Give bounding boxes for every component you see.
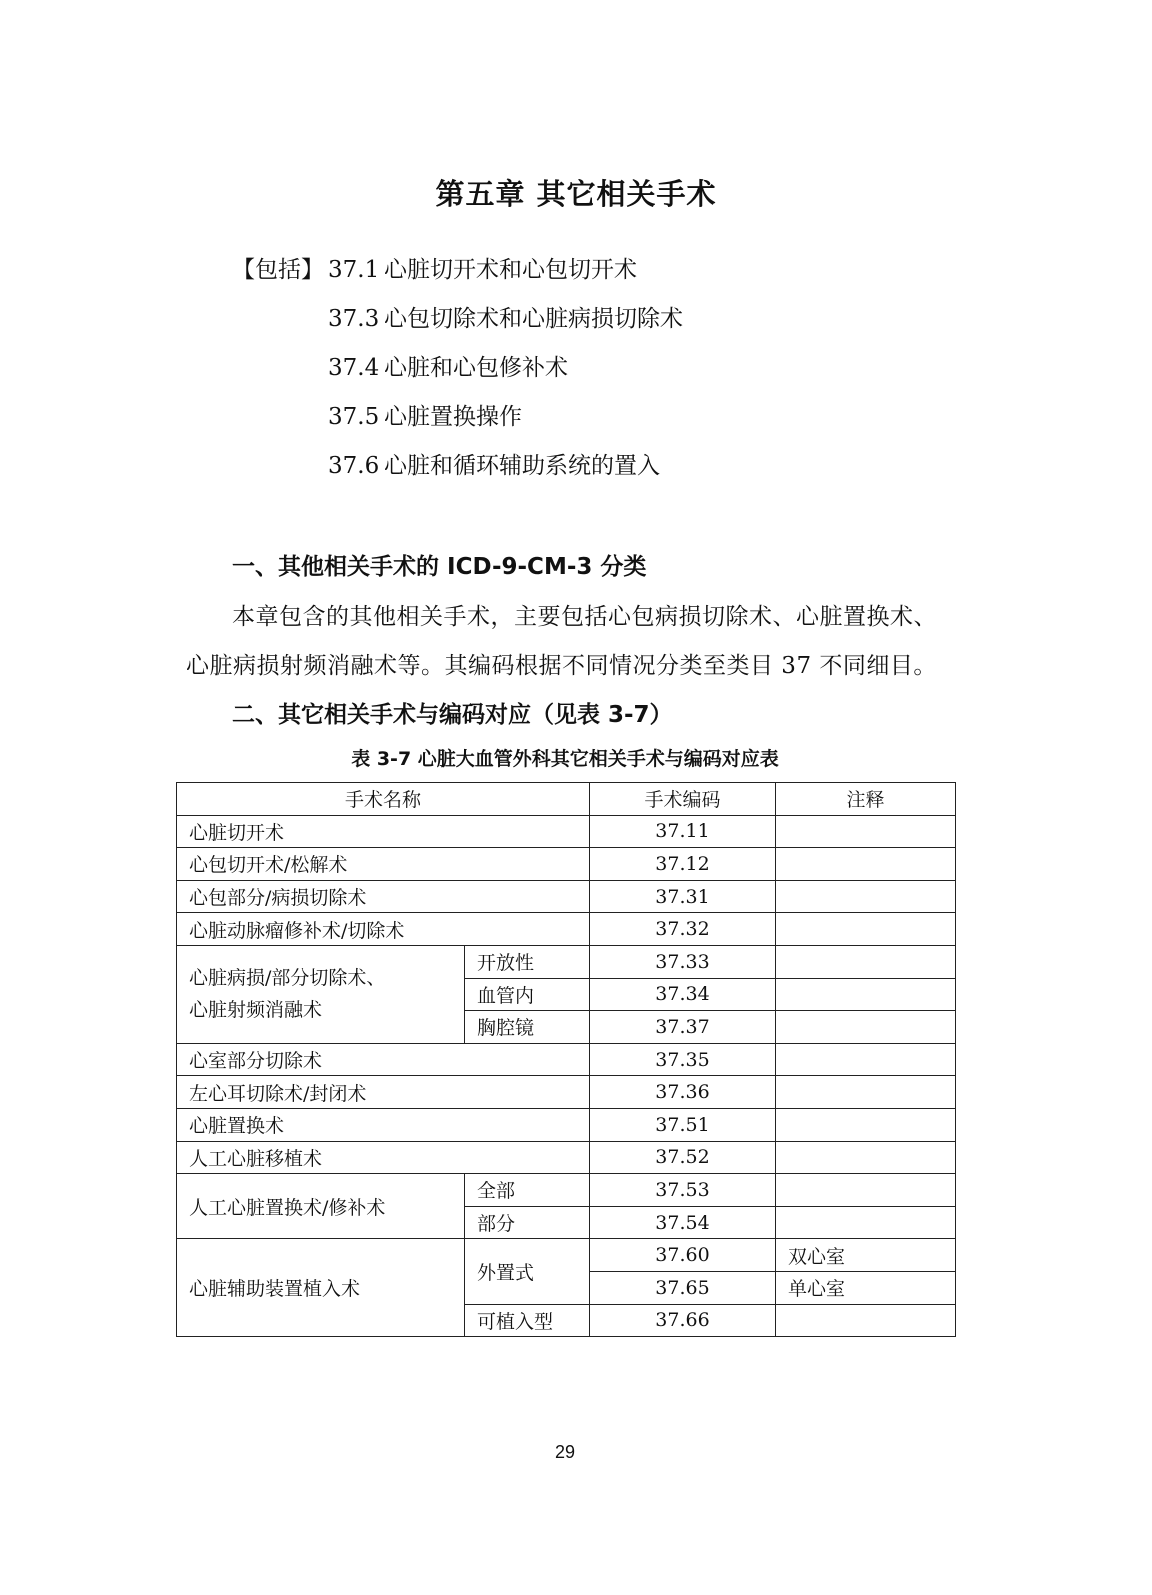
cell-note: 单心室 (776, 1271, 956, 1304)
includes-name: 心脏置换操作 (384, 404, 522, 430)
cell-code: 37.37 (590, 1011, 776, 1044)
cell-code: 37.51 (590, 1108, 776, 1141)
includes-code: 37.5 (328, 404, 380, 430)
cell-note (776, 880, 956, 913)
includes-code: 37.6 (328, 453, 380, 479)
header-code: 手术编码 (590, 783, 776, 816)
cell-sub: 全部 (465, 1174, 590, 1207)
cell-note (776, 1206, 956, 1239)
table-row (177, 848, 956, 881)
cell-note (776, 978, 956, 1011)
cell-name: 心包部分/病损切除术 (177, 880, 590, 913)
cell-name: 心室部分切除术 (177, 1043, 590, 1076)
includes-name: 心脏和循环辅助系统的置入 (384, 453, 660, 479)
includes-list (232, 250, 683, 495)
cell-sub: 可植入型 (465, 1304, 590, 1337)
cell-code: 37.32 (590, 913, 776, 946)
cell-sub: 血管内 (465, 978, 590, 1011)
cell-note (776, 1108, 956, 1141)
table-row (177, 1108, 956, 1141)
cell-name-group: 心脏辅助装置植入术 (177, 1239, 465, 1337)
header-name: 手术名称 (177, 783, 590, 816)
cell-name-line: 心脏病损/部分切除术、 (189, 967, 386, 990)
includes-name: 心包切除术和心脏病损切除术 (384, 306, 683, 332)
table-row (177, 1239, 956, 1272)
includes-name: 心脏切开术和心包切开术 (384, 257, 637, 283)
includes-item (232, 397, 683, 446)
paragraph-line: 本章包含的其他相关手术，主要包括心包病损切除术、心脏置换术、 (232, 604, 937, 630)
cell-name: 人工心脏移植术 (177, 1141, 590, 1174)
table-row (177, 913, 956, 946)
cell-note: 双心室 (776, 1239, 956, 1272)
cell-sub: 外置式 (465, 1239, 590, 1304)
table-row (177, 945, 956, 978)
cell-note (776, 1141, 956, 1174)
section-heading: 一、其他相关手术的 ICD-9-CM-3 分类 (232, 554, 647, 580)
cell-code: 37.35 (590, 1043, 776, 1076)
cell-code: 37.60 (590, 1239, 776, 1272)
cell-note (776, 1304, 956, 1337)
includes-label: 【包括】 (232, 257, 324, 283)
cell-note (776, 815, 956, 848)
cell-note (776, 945, 956, 978)
includes-code: 37.4 (328, 355, 380, 381)
table-row (177, 1043, 956, 1076)
cell-code: 37.53 (590, 1174, 776, 1207)
cell-note (776, 1076, 956, 1109)
cell-code: 37.65 (590, 1271, 776, 1304)
code-table (176, 782, 956, 1337)
cell-name-group: 人工心脏置换术/修补术 (177, 1174, 465, 1239)
table-row (177, 1174, 956, 1207)
cell-note (776, 913, 956, 946)
table-row (177, 880, 956, 913)
includes-code: 37.1 (328, 257, 380, 283)
cell-note (776, 1011, 956, 1044)
includes-item (232, 299, 683, 348)
cell-name-group (177, 945, 465, 1043)
includes-item (232, 446, 683, 495)
table-row (177, 1076, 956, 1109)
cell-code: 37.66 (590, 1304, 776, 1337)
includes-item (232, 250, 683, 299)
cell-code: 37.11 (590, 815, 776, 848)
page-number: 29 (554, 1442, 576, 1462)
cell-name: 心包切开术/松解术 (177, 848, 590, 881)
cell-code: 37.36 (590, 1076, 776, 1109)
cell-code: 37.31 (590, 880, 776, 913)
section-heading: 二、其它相关手术与编码对应（见表 3-7） (232, 702, 673, 728)
table-header-row (177, 783, 956, 816)
paragraph-line: 心脏病损射频消融术等。其编码根据不同情况分类至类目 37 不同细目。 (186, 653, 937, 679)
cell-code: 37.54 (590, 1206, 776, 1239)
cell-note (776, 1043, 956, 1076)
header-note: 注释 (776, 783, 956, 816)
cell-code: 37.52 (590, 1141, 776, 1174)
cell-sub: 胸腔镜 (465, 1011, 590, 1044)
includes-name: 心脏和心包修补术 (384, 355, 568, 381)
cell-name: 心脏置换术 (177, 1108, 590, 1141)
cell-code: 37.33 (590, 945, 776, 978)
table-row (177, 815, 956, 848)
includes-code: 37.3 (328, 306, 380, 332)
table-title: 表 3-7 心脏大血管外科其它相关手术与编码对应表 (351, 748, 779, 770)
cell-name: 左心耳切除术/封闭术 (177, 1076, 590, 1109)
chapter-title: 第五章 其它相关手术 (435, 177, 717, 211)
cell-note (776, 1174, 956, 1207)
cell-name: 心脏切开术 (177, 815, 590, 848)
cell-name-line: 心脏射频消融术 (189, 999, 323, 1022)
cell-code: 37.12 (590, 848, 776, 881)
includes-item (232, 348, 683, 397)
cell-name: 心脏动脉瘤修补术/切除术 (177, 913, 590, 946)
table-row (177, 1141, 956, 1174)
cell-code: 37.34 (590, 978, 776, 1011)
cell-note (776, 848, 956, 881)
cell-sub: 开放性 (465, 945, 590, 978)
cell-sub: 部分 (465, 1206, 590, 1239)
